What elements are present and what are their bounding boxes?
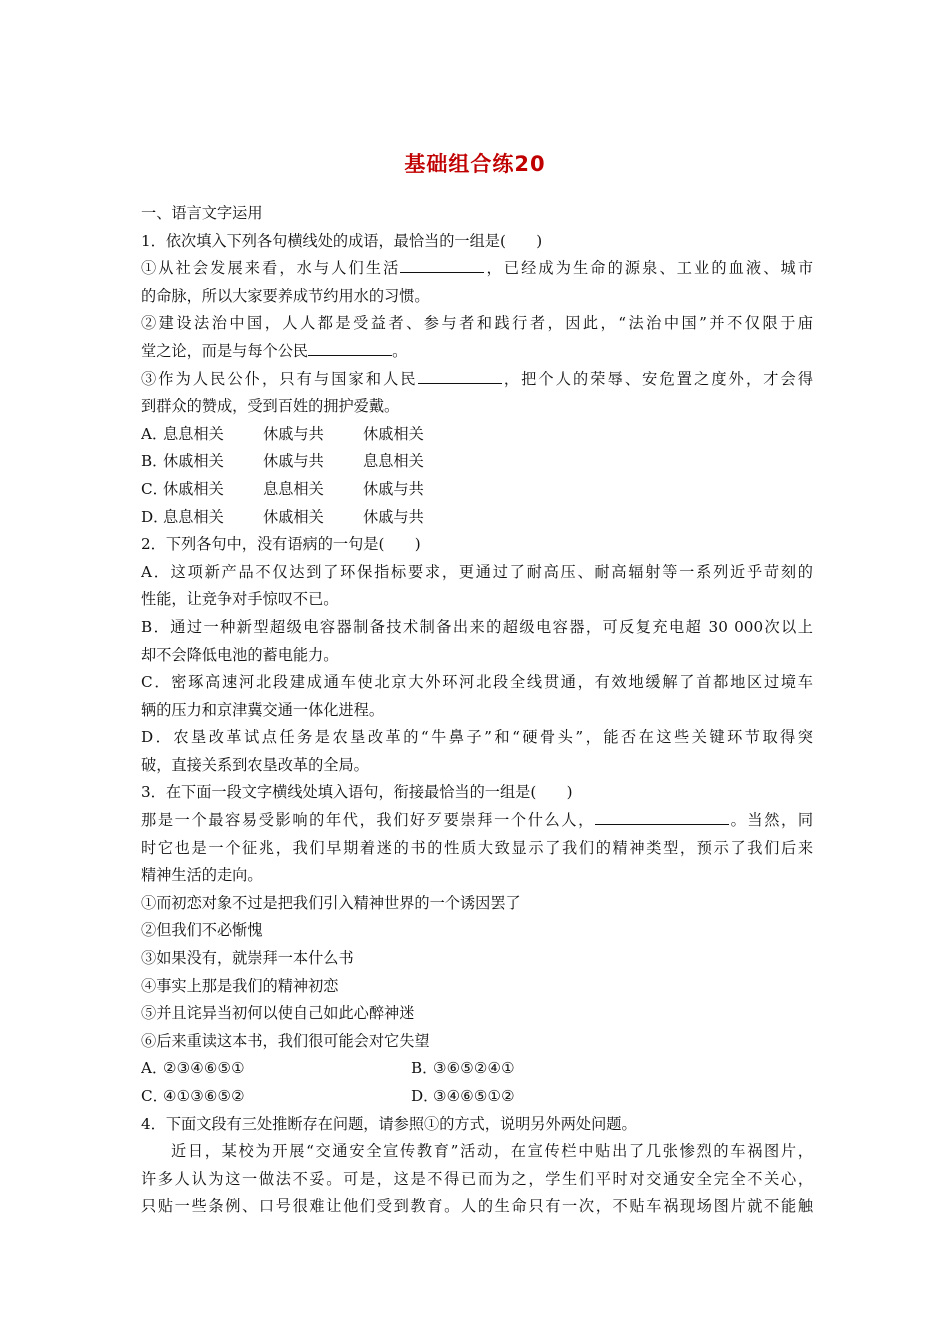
q4-stem: 4．下面文段有三处推断存在问题，请参照①的方式，说明另外两处问题。 (141, 1114, 637, 1133)
option-sequence: ③④⑥⑤①② (433, 1087, 515, 1105)
q4-passage-line-3: 只贴一些条例、口号很难让他们受到教育。人的生命只有一次，不贴车祸现场图片就不能触 (141, 1197, 813, 1216)
q1-s2-text-b: 堂之论，而是与每个公民 (141, 341, 309, 360)
q2-stem: 2．下列各句中，没有语病的一句是( ) (141, 535, 421, 554)
q1-sentence-2: ②建设法治中国，人人都是受益者、参与者和践行者，因此，“法治中国”并不仅限于庙 (141, 314, 813, 333)
q1-s2-text-c: 。 (392, 341, 408, 360)
option-label: B． (141, 452, 168, 471)
q4-passage-line-2: 许多人认为这一做法不妥。可是，这是不得已而为之，学生们平时对交通安全完全不关心， (141, 1169, 813, 1188)
q3-item-4: ④事实上那是我们的精神初恋 (141, 976, 339, 995)
option-term: 休戚相关 (263, 507, 324, 526)
q3-options-row-2 (141, 1083, 813, 1111)
option-term: 休戚与共 (363, 507, 424, 526)
q2-option-b: B．通过一种新型超级电容器制备技术制备出来的超级电容器，可反复充电超 30 000次以上 (141, 617, 813, 636)
option-term: 息息相关 (163, 507, 224, 526)
q1-stem: 1．依次填入下列各句横线处的成语，最恰当的一组是( ) (141, 231, 543, 250)
q3-p1-text-b: 。当然，同 (728, 811, 813, 830)
q3-item-1: ①而初恋对象不过是把我们引入精神世界的一个诱因罢了 (141, 893, 521, 912)
option-term: 休戚相关 (163, 479, 224, 498)
q3-options-row-1 (141, 1055, 813, 1083)
q3-item-2: ②但我们不必惭愧 (141, 921, 263, 940)
q2-option-b-continued: 却不会降低电池的蓄电能力。 (141, 645, 339, 664)
option-term: 休戚与共 (263, 424, 324, 443)
page-title: 基础组合练20 (404, 152, 546, 176)
option-term: 休戚相关 (163, 452, 224, 471)
q3-item-6: ⑥后来重读这本书，我们很可能会对它失望 (141, 1031, 430, 1050)
q1-option-a (141, 421, 813, 449)
answer-blank (308, 340, 392, 356)
section-heading: 一、语言文字运用 (141, 204, 263, 222)
option-sequence: ③⑥⑤②④① (433, 1059, 515, 1078)
answer-blank (595, 809, 729, 825)
option-label: C． (141, 479, 168, 498)
q3-p1-text-a: 那是一个最容易受影响的年代，我们好歹要崇拜一个什么人， (141, 811, 595, 830)
q1-s1-text-b: ，已经成为生命的源泉、工业的血液、城市 (484, 259, 813, 278)
q2-option-d-continued: 破，直接关系到农垦改革的全局。 (141, 755, 369, 774)
q1-sentence-3 (141, 366, 813, 394)
option-sequence: ④①③⑥⑤② (163, 1087, 245, 1105)
option-term: 休戚与共 (263, 452, 324, 471)
option-label: D． (141, 507, 169, 526)
option-label: B． (411, 1059, 438, 1078)
q3-stem: 3．在下面一段文字横线处填入语句，衔接最恰当的一组是( ) (141, 783, 573, 802)
q1-s3-text-a: ③作为人民公仆，只有与国家和人民 (141, 369, 418, 388)
q3-passage-line-2: 时它也是一个征兆，我们早期着迷的书的性质大致显示了我们的精神类型，预示了我们后来 (141, 838, 813, 857)
q2-option-a: A．这项新产品不仅达到了环保指标要求，更通过了耐高压、耐高辐射等一系列近乎苛刻的 (141, 562, 813, 581)
option-term: 息息相关 (363, 452, 424, 471)
q1-option-b (141, 448, 813, 476)
option-term: 休戚与共 (363, 479, 424, 498)
q2-option-a-continued: 性能，让竞争对手惊叹不已。 (141, 590, 339, 609)
option-label: A． (141, 424, 168, 443)
option-label: C． (141, 1087, 168, 1105)
answer-blank (400, 257, 484, 273)
document-body (141, 200, 813, 1221)
q4-passage-line-1: 近日，某校为开展“交通安全宣传教育”活动，在宣传栏中贴出了几张惨烈的车祸图片， (171, 1142, 813, 1161)
q3-passage-line-3: 精神生活的走向。 (141, 866, 263, 885)
q2-option-c: C．密琢高速河北段建成通车使北京大外环河北段全线贯通，有效地缓解了首都地区过境车 (141, 673, 813, 692)
option-label: A． (141, 1059, 168, 1078)
option-sequence: ②③④⑥⑤① (163, 1059, 245, 1078)
answer-blank (418, 368, 502, 384)
q2-option-c-continued: 辆的压力和京津冀交通一体化进程。 (141, 700, 384, 719)
q1-sentence-1 (141, 255, 813, 283)
q3-item-3: ③如果没有，就崇拜一本什么书 (141, 949, 354, 968)
q1-option-d (141, 504, 813, 532)
option-term: 息息相关 (163, 424, 224, 443)
option-term: 息息相关 (263, 479, 324, 498)
q1-option-c (141, 476, 813, 504)
option-term: 休戚相关 (363, 424, 424, 443)
q1-s1-text-a: ①从社会发展来看，水与人们生活 (141, 259, 401, 278)
q2-option-d: D．农垦改革试点任务是农垦改革的“牛鼻子”和“硬骨头”，能否在这些关键环节取得突 (141, 728, 813, 747)
q1-s1-continued: 的命脉，所以大家要养成节约用水的习惯。 (141, 286, 430, 305)
q1-s3-continued: 到群众的赞成，受到百姓的拥护爱戴。 (141, 397, 400, 416)
q3-passage-line-1 (141, 807, 813, 835)
q3-item-5: ⑤并且诧异当初何以使自己如此心醉神迷 (141, 1004, 415, 1023)
q1-sentence-2-continued (141, 338, 813, 366)
option-label: D． (411, 1087, 439, 1105)
q1-s3-text-b: ，把个人的荣辱、安危置之度外，才会得 (501, 369, 813, 388)
